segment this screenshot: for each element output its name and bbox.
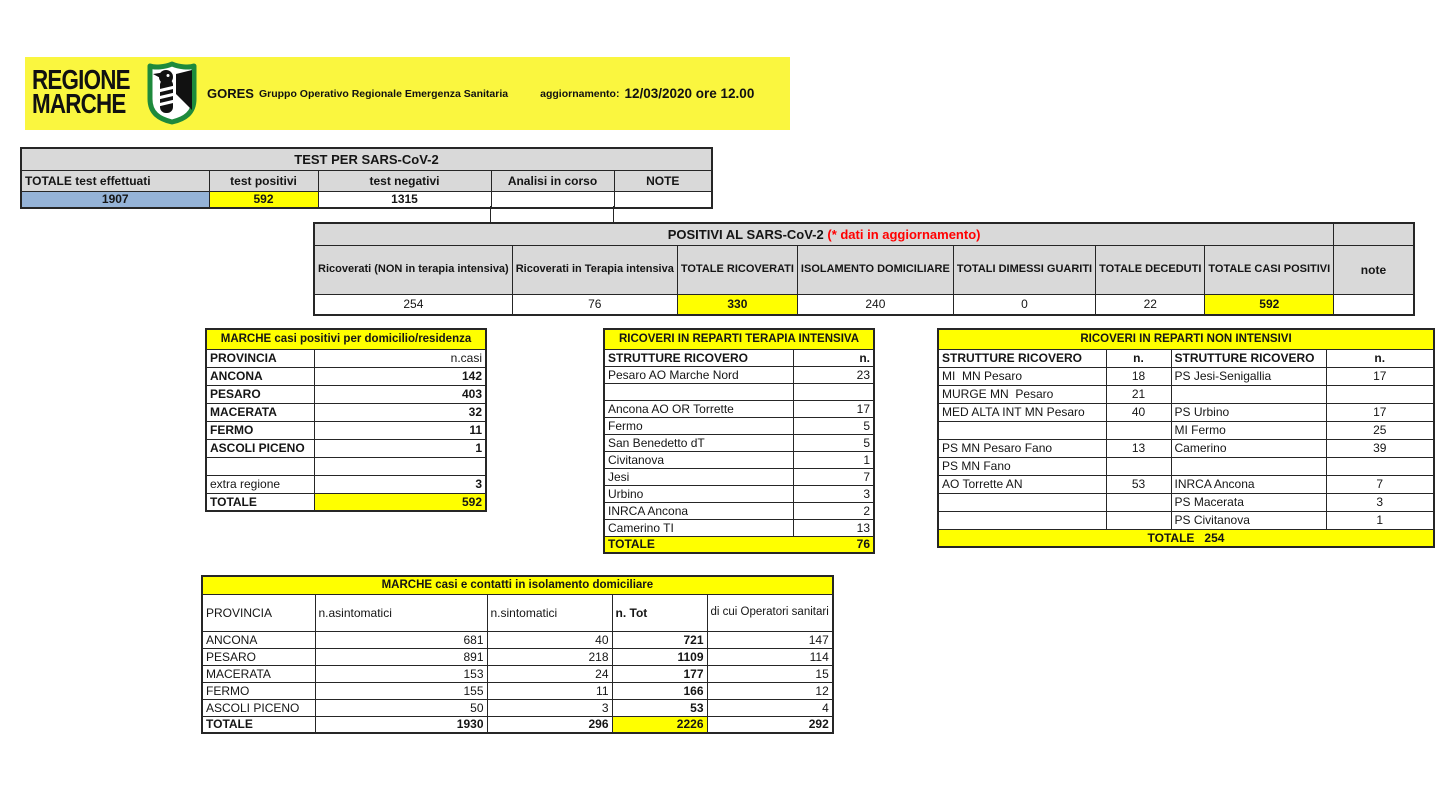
total-row: TOTALE 254 — [938, 529, 1434, 547]
row-label: ASCOLI PICENO — [202, 699, 315, 716]
value-cell: 32 — [314, 403, 486, 421]
row-label: ANCONA — [206, 367, 314, 385]
value-cell: 5 — [793, 417, 874, 434]
empty-cell — [793, 383, 874, 400]
total-label: TOTALE — [202, 716, 315, 733]
empty-cell — [604, 383, 793, 400]
table-row — [938, 329, 1434, 349]
value-cell: 155 — [315, 682, 487, 699]
value-cell: 22 — [1096, 294, 1205, 315]
empty-cell — [938, 511, 1106, 529]
value-cell: 1109 — [612, 648, 707, 665]
value-cell: 76 — [512, 294, 677, 315]
empty-cell — [1106, 421, 1171, 439]
regione-marche-logo-text — [32, 64, 130, 119]
org-full-name: Gruppo Operativo Regionale Emergenza Sanitaria — [258, 87, 509, 100]
row-label: extra regione — [206, 475, 314, 493]
table-row — [202, 682, 833, 699]
table-title: RICOVERI IN REPARTI TERAPIA INTENSIVA — [604, 329, 874, 349]
table-row — [604, 383, 874, 400]
col-header: note — [1334, 245, 1414, 294]
empty-cell — [938, 493, 1106, 511]
row-label: Pesaro AO Marche Nord — [604, 366, 793, 383]
table-row — [206, 493, 486, 511]
value-cell: 1 — [793, 451, 874, 468]
col-header: test positivi — [209, 170, 318, 191]
row-label: ANCONA — [202, 631, 315, 648]
table-row — [21, 191, 712, 208]
value-cell: 50 — [315, 699, 487, 716]
value-cell: 39 — [1326, 439, 1434, 457]
col-header: n. — [1326, 349, 1434, 367]
value-cell: 0 — [953, 294, 1095, 315]
table-title: POSITIVI AL SARS-CoV-2 (* dati in aggiornamento) — [314, 223, 1334, 245]
test-per-sars-cov-2-table — [20, 147, 713, 209]
ricoveri-reparti-non-intensivi-table — [937, 328, 1435, 548]
table-row — [604, 349, 874, 366]
value-cell: 1 — [1326, 511, 1434, 529]
value-cell: 53 — [1106, 475, 1171, 493]
col-header: TOTALE DECEDUTI — [1096, 245, 1205, 294]
value-cell: 18 — [1106, 367, 1171, 385]
value-cell: 218 — [487, 648, 612, 665]
value-cell: 17 — [1326, 403, 1434, 421]
update-label: aggiornamento: — [540, 87, 620, 100]
table-row — [202, 665, 833, 682]
table-row — [202, 576, 833, 594]
value-cell: 4 — [707, 699, 833, 716]
positive-tests-value: 592 — [209, 191, 318, 208]
negative-tests-value: 1315 — [318, 191, 491, 208]
col-header: n.asintomatici — [315, 594, 487, 631]
table-title: TEST PER SARS-CoV-2 — [21, 148, 712, 170]
empty-cell — [1106, 511, 1171, 529]
table-row — [938, 349, 1434, 367]
table-row — [604, 536, 874, 553]
value-cell: 3 — [793, 485, 874, 502]
row-label: INRCA Ancona — [1171, 475, 1326, 493]
table-row — [604, 451, 874, 468]
row-label: AO Torrette AN — [938, 475, 1106, 493]
table-row — [206, 457, 486, 475]
empty-cell — [1326, 385, 1434, 403]
total-value: 296 — [487, 716, 612, 733]
value-cell: 240 — [797, 294, 953, 315]
value-cell: 681 — [315, 631, 487, 648]
value-cell: 1 — [314, 439, 486, 457]
table-row — [604, 468, 874, 485]
col-header: NOTE — [614, 170, 712, 191]
row-label: PS Civitanova — [1171, 511, 1326, 529]
empty-cell — [1106, 493, 1171, 511]
logo-line-2: MARCHE — [32, 88, 126, 119]
col-header: test negativi — [318, 170, 491, 191]
total-value: 2226 — [612, 716, 707, 733]
empty-cell — [491, 191, 614, 208]
logo-line-1: REGIONE — [32, 64, 130, 95]
value-cell: 17 — [793, 400, 874, 417]
value-cell: 114 — [707, 648, 833, 665]
table-row — [938, 439, 1434, 457]
col-header: n. — [1106, 349, 1171, 367]
row-label: Camerino TI — [604, 519, 793, 536]
table-row — [604, 519, 874, 536]
col-header: STRUTTURE RICOVERO — [604, 349, 793, 366]
table-row — [604, 366, 874, 383]
row-label: INRCA Ancona — [604, 502, 793, 519]
row-label: PS MN Fano — [938, 457, 1106, 475]
table-row — [202, 594, 833, 631]
row-label: Ancona AO OR Torrette — [604, 400, 793, 417]
table-row — [604, 502, 874, 519]
row-label: MI MN Pesaro — [938, 367, 1106, 385]
row-label: MURGE MN Pesaro — [938, 385, 1106, 403]
table-row — [314, 223, 1414, 245]
row-label: FERMO — [206, 421, 314, 439]
col-header: TOTALE CASI POSITIVI — [1205, 245, 1334, 294]
value-cell: 254 — [314, 294, 512, 315]
table-row — [938, 403, 1434, 421]
table-row — [938, 385, 1434, 403]
table-row — [938, 511, 1434, 529]
table-row — [938, 493, 1434, 511]
row-label: Camerino — [1171, 439, 1326, 457]
value-cell: 23 — [793, 366, 874, 383]
empty-cell — [1334, 223, 1414, 245]
col-header: TOTALE RICOVERATI — [677, 245, 797, 294]
table-row — [206, 367, 486, 385]
total-value: 292 — [707, 716, 833, 733]
value-cell: 40 — [1106, 403, 1171, 421]
table-row — [206, 475, 486, 493]
value-cell: 153 — [315, 665, 487, 682]
col-header: Ricoverati in Terapia intensiva — [512, 245, 677, 294]
row-label: Urbino — [604, 485, 793, 502]
col-header: Analisi in corso — [491, 170, 614, 191]
table-row — [206, 385, 486, 403]
casi-positivi-per-provincia-table — [205, 328, 487, 512]
value-cell: 13 — [793, 519, 874, 536]
row-label: PESARO — [202, 648, 315, 665]
col-header: PROVINCIA — [206, 349, 314, 367]
col-header: TOTALE test effettuati — [21, 170, 209, 191]
value-cell: 7 — [793, 468, 874, 485]
table-title: MARCHE casi positivi per domicilio/residenza — [206, 329, 486, 349]
row-label: PS Urbino — [1171, 403, 1326, 421]
table-row — [604, 417, 874, 434]
row-label: MED ALTA INT MN Pesaro — [938, 403, 1106, 421]
marche-shield-icon — [146, 61, 198, 125]
value-cell: 12 — [707, 682, 833, 699]
col-header: TOTALI DIMESSI GUARITI — [953, 245, 1095, 294]
total-tests-value: 1907 — [21, 191, 209, 208]
table-row — [604, 434, 874, 451]
value-cell: 11 — [314, 421, 486, 439]
table-row — [938, 475, 1434, 493]
row-label: Civitanova — [604, 451, 793, 468]
value-cell: 24 — [487, 665, 612, 682]
value-cell: 142 — [314, 367, 486, 385]
total-label: TOTALE — [206, 493, 314, 511]
table-title: RICOVERI IN REPARTI NON INTENSIVI — [938, 329, 1434, 349]
col-header: ISOLAMENTO DOMICILIARE — [797, 245, 953, 294]
header-banner — [25, 57, 790, 130]
value-cell: 13 — [1106, 439, 1171, 457]
row-label: MI Fermo — [1171, 421, 1326, 439]
value-cell: 166 — [612, 682, 707, 699]
col-header: n.casi — [314, 349, 486, 367]
empty-cell — [1326, 457, 1434, 475]
value-cell: 721 — [612, 631, 707, 648]
table-row — [604, 485, 874, 502]
row-label: MACERATA — [202, 665, 315, 682]
row-label: PESARO — [206, 385, 314, 403]
value-cell: 53 — [612, 699, 707, 716]
ricoveri-terapia-intensiva-table — [603, 328, 875, 554]
empty-cell — [1171, 385, 1326, 403]
empty-cell — [1106, 457, 1171, 475]
value-cell: 21 — [1106, 385, 1171, 403]
total-value: 592 — [314, 493, 486, 511]
row-label: Jesi — [604, 468, 793, 485]
positivi-al-sars-cov-2-table — [313, 222, 1415, 316]
table-row — [314, 294, 1414, 315]
table-row — [206, 329, 486, 349]
table-row — [604, 400, 874, 417]
isolamento-domiciliare-table — [201, 575, 834, 734]
value-cell: 3 — [1326, 493, 1434, 511]
value-cell: 15 — [707, 665, 833, 682]
col-header: STRUTTURE RICOVERO — [938, 349, 1106, 367]
value-cell: 7 — [1326, 475, 1434, 493]
value-cell: 2 — [793, 502, 874, 519]
value-cell: 17 — [1326, 367, 1434, 385]
col-header: Ricoverati (NON in terapia intensiva) — [314, 245, 512, 294]
row-label: PS Macerata — [1171, 493, 1326, 511]
row-label: ASCOLI PICENO — [206, 439, 314, 457]
empty-cell — [314, 457, 486, 475]
update-datetime: 12/03/2020 ore 12.00 — [624, 86, 755, 101]
col-header: n. Tot — [612, 594, 707, 631]
table-row — [202, 631, 833, 648]
table-row — [21, 170, 712, 191]
banner-text-line — [207, 57, 754, 130]
row-label: PS MN Pesaro Fano — [938, 439, 1106, 457]
table-row — [938, 457, 1434, 475]
table-row — [202, 648, 833, 665]
table-row — [206, 403, 486, 421]
col-header: n. — [793, 349, 874, 366]
row-label: PS Jesi-Senigallia — [1171, 367, 1326, 385]
table-row — [938, 421, 1434, 439]
table-row — [21, 148, 712, 170]
total-row: TOTALE 76 — [604, 536, 874, 553]
row-label: Fermo — [604, 417, 793, 434]
empty-cell — [1334, 294, 1414, 315]
empty-cell — [938, 421, 1106, 439]
row-label: San Benedetto dT — [604, 434, 793, 451]
value-cell: 3 — [487, 699, 612, 716]
table-row — [314, 245, 1414, 294]
org-abbr: GORES — [207, 86, 254, 101]
empty-cell — [614, 191, 712, 208]
value-cell: 403 — [314, 385, 486, 403]
total-value: 1930 — [315, 716, 487, 733]
col-header: di cui Operatori sanitari — [707, 594, 833, 631]
value-cell: 147 — [707, 631, 833, 648]
table-row — [206, 439, 486, 457]
empty-cell — [206, 457, 314, 475]
table-row — [604, 329, 874, 349]
value-cell: 891 — [315, 648, 487, 665]
table-row — [938, 529, 1434, 547]
value-cell: 177 — [612, 665, 707, 682]
row-label: MACERATA — [206, 403, 314, 421]
row-label: FERMO — [202, 682, 315, 699]
table-row — [202, 716, 833, 733]
totale-ricoverati-value: 330 — [677, 294, 797, 315]
value-cell: 5 — [793, 434, 874, 451]
table-row — [938, 367, 1434, 385]
table-row — [206, 349, 486, 367]
empty-cell — [1171, 457, 1326, 475]
col-header: n.sintomatici — [487, 594, 612, 631]
table-title: MARCHE casi e contatti in isolamento domiciliare — [202, 576, 833, 594]
value-cell: 40 — [487, 631, 612, 648]
table-row — [202, 699, 833, 716]
col-header: PROVINCIA — [202, 594, 315, 631]
table-row — [206, 421, 486, 439]
totale-casi-positivi-value: 592 — [1205, 294, 1334, 315]
value-cell: 11 — [487, 682, 612, 699]
col-header: STRUTTURE RICOVERO — [1171, 349, 1326, 367]
value-cell: 25 — [1326, 421, 1434, 439]
value-cell: 3 — [314, 475, 486, 493]
